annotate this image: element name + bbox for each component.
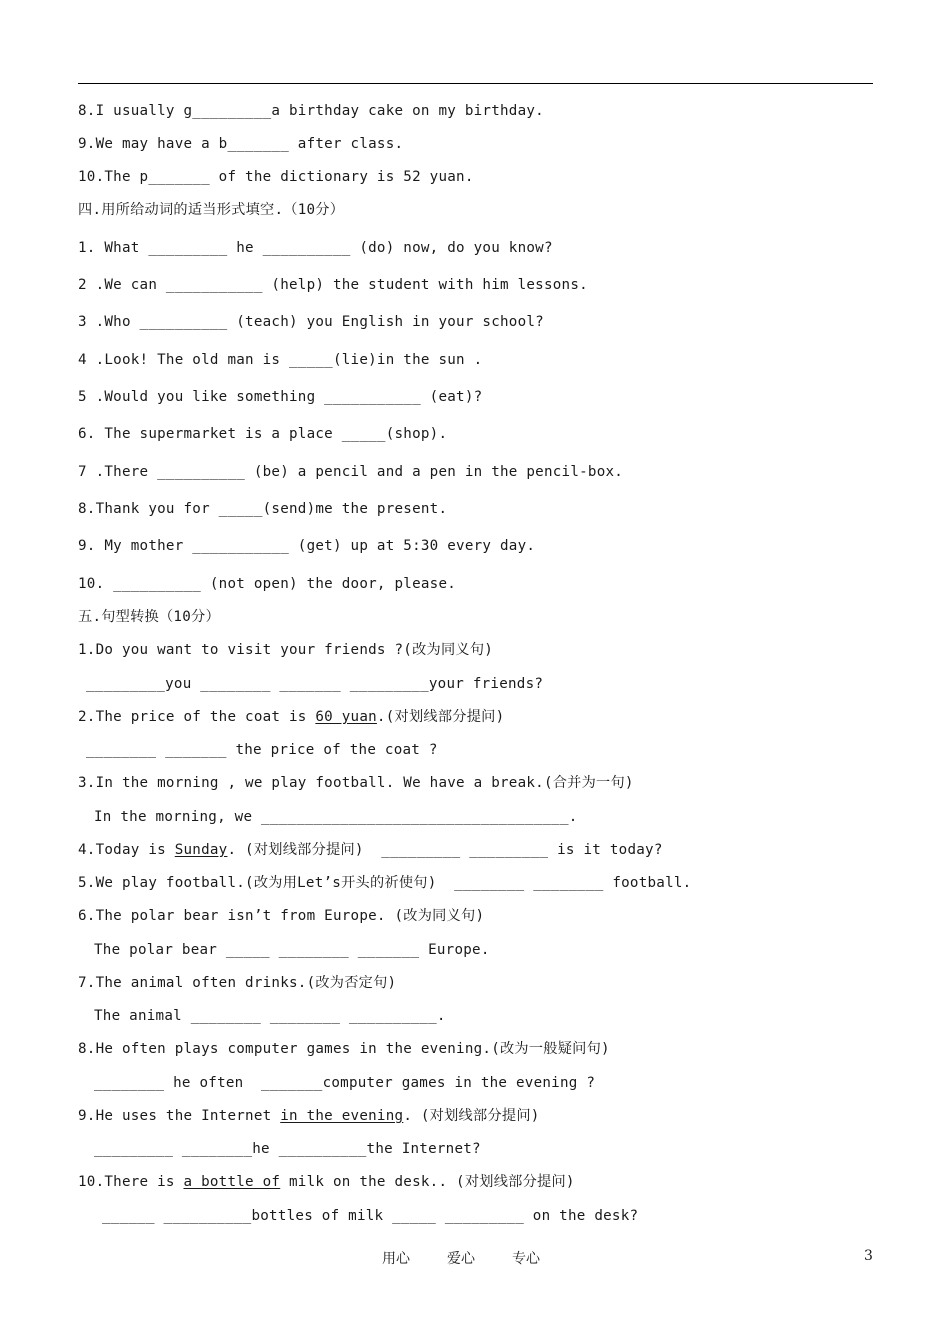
exercise-line: 6. The supermarket is a place _____(shop). [78, 426, 448, 442]
question-line: 5.We play football.(改为用Let’s开头的祈使句) ________ ________ football. [78, 875, 692, 891]
page-number: 3 [864, 1248, 873, 1264]
question-text: . (对划线部分提问) _________ _________ is it today? [227, 842, 663, 858]
question-text: 10.There is [78, 1174, 184, 1190]
underlined-part: Sunday [174, 842, 228, 858]
section-5-heading: 五.句型转换（10分） [78, 609, 220, 625]
exercise-line: 10. __________ (not open) the door, please. [78, 576, 457, 592]
footer-motto: 用心 [382, 1251, 410, 1267]
question-text: .(对划线部分提问) [376, 709, 505, 725]
underlined-part: a bottle of [183, 1174, 281, 1190]
exercise-line: 10.The p_______ of the dictionary is 52 yuan. [78, 169, 474, 185]
question-text: milk on the desk.. (对划线部分提问) [280, 1174, 575, 1190]
question-line: 1.Do you want to visit your friends ?(改为同义句) [78, 642, 494, 658]
question-text: 9.He uses the Internet [78, 1108, 281, 1124]
question-line: 8.He often plays computer games in the evening.(改为一般疑问句) [78, 1041, 610, 1057]
answer-line: ________ _______ the price of the coat ? [86, 742, 438, 758]
question-text: 4.Today is [78, 842, 175, 858]
answer-line: The animal ________ ________ __________. [94, 1008, 446, 1024]
exercise-line: 3 .Who __________ (teach) you English in your school? [78, 314, 544, 330]
question-line [78, 1106, 540, 1126]
header-rule [78, 83, 873, 84]
exercise-line: 5 .Would you like something ___________ (eat)? [78, 389, 483, 405]
answer-line: ________ he often _______computer games in the evening ? [94, 1075, 596, 1091]
exercise-line: 8.Thank you for _____(send)me the present. [78, 501, 448, 517]
answer-line: _________you ________ _______ _________your friends? [86, 676, 544, 692]
answer-line: _________ ________he __________the Internet? [94, 1141, 481, 1157]
exercise-line: 9. My mother ___________ (get) up at 5:30 every day. [78, 538, 536, 554]
underlined-part: in the evening [280, 1108, 404, 1124]
footer-motto: 专心 [512, 1251, 540, 1267]
exercise-line: 1. What _________ he __________ (do) now, do you know? [78, 240, 553, 256]
question-text: 2.The price of the coat is [78, 709, 316, 725]
question-line: 6.The polar bear isn’t from Europe. (改为同义句) [78, 908, 485, 924]
exercise-line: 8.I usually g_________a birthday cake on my birthday. [78, 103, 544, 119]
exercise-line: 9.We may have a b_______ after class. [78, 136, 404, 152]
question-line: 3.In the morning , we play football. We have a break.(合并为一句) [78, 775, 634, 791]
question-line [78, 707, 504, 727]
exercise-line: 7 .There __________ (be) a pencil and a pen in the pencil-box. [78, 464, 624, 480]
underlined-part: 60 yuan [315, 709, 377, 725]
footer-motto: 爱心 [447, 1251, 475, 1267]
question-line: 7.The animal often drinks.(改为否定句) [78, 975, 397, 991]
exercise-line: 2 .We can ___________ (help) the student with him lessons. [78, 277, 588, 293]
exercise-line: 4 .Look! The old man is _____(lie)in the sun . [78, 352, 483, 368]
answer-line: In the morning, we ___________________________________. [94, 809, 578, 825]
question-line [78, 1172, 575, 1192]
section-4-heading: 四.用所给动词的适当形式填空.（10分） [78, 202, 345, 218]
question-text: . (对划线部分提问) [403, 1108, 540, 1124]
answer-line: The polar bear _____ ________ _______ Europe. [94, 942, 490, 958]
question-line [78, 840, 663, 860]
answer-line: ______ __________bottles of milk _____ _________ on the desk? [102, 1208, 639, 1224]
